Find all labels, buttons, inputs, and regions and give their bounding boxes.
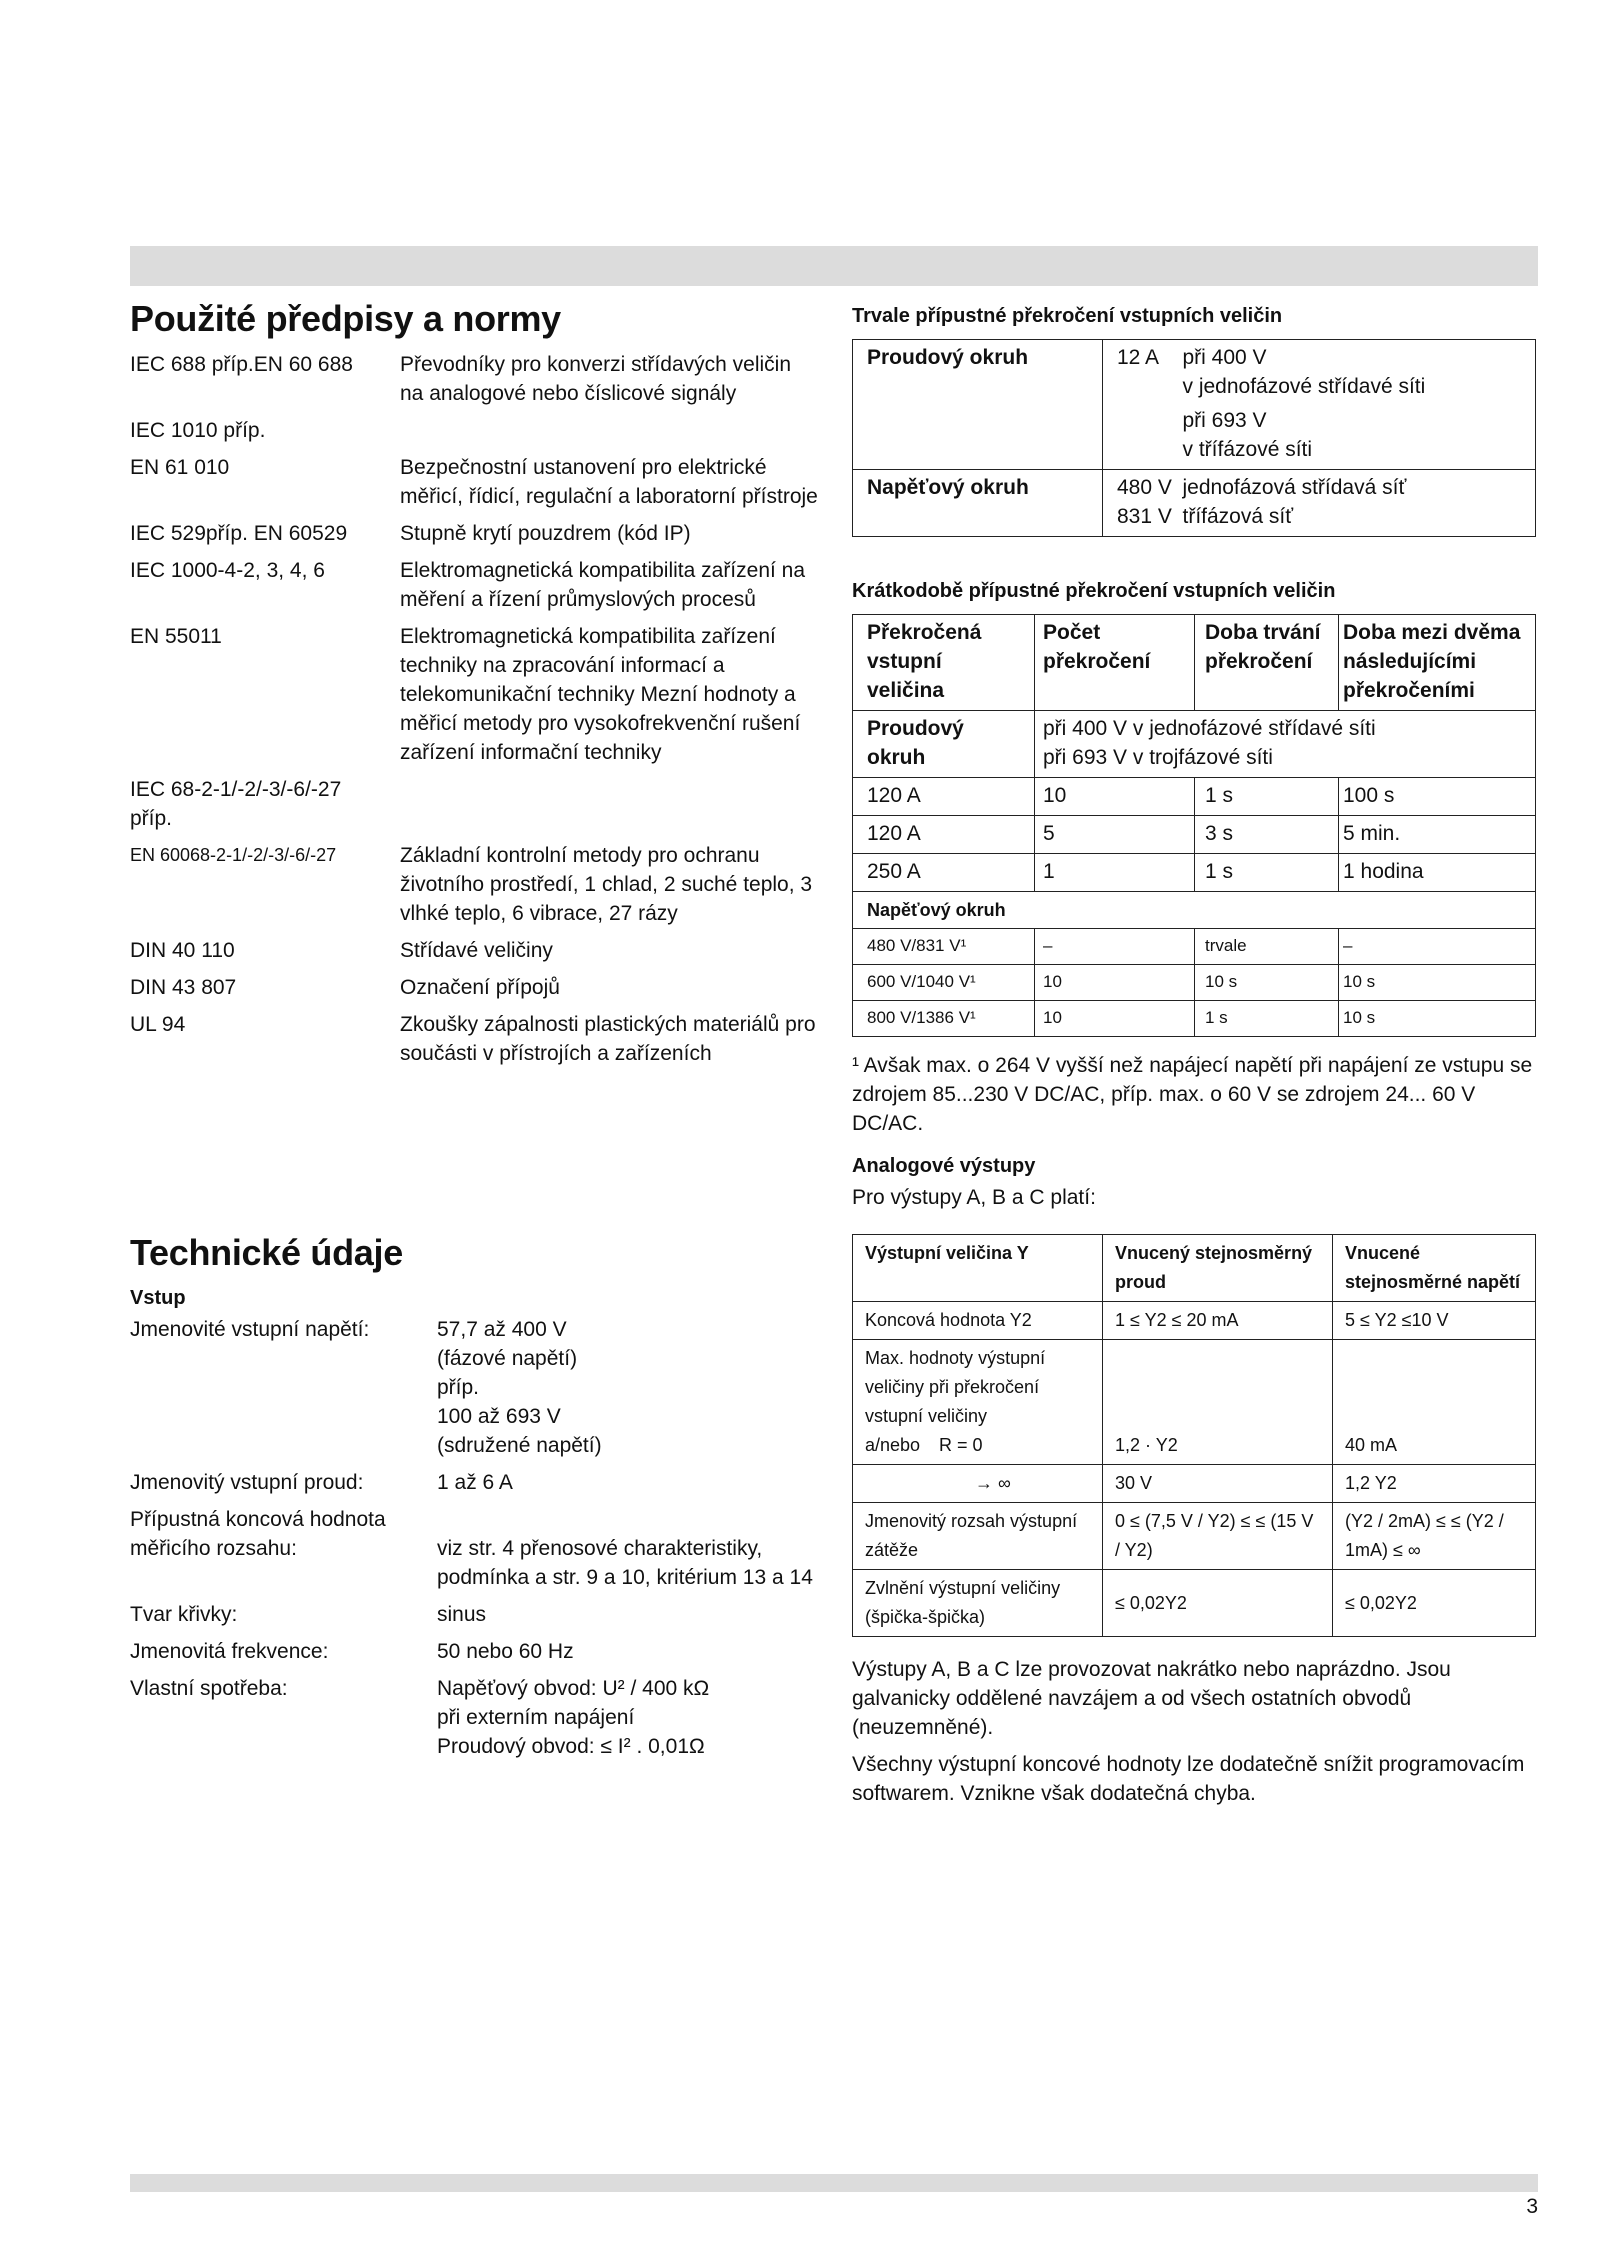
- norm-row: [130, 519, 820, 548]
- table-row: [853, 854, 1536, 892]
- table-cell: 10 s: [1339, 965, 1536, 1001]
- table-row: [853, 816, 1536, 854]
- norm-desc: Základní kontrolní metody pro ochranu životního prostředí, 1 chlad, 2 suché teplo, 3 vlhké teplo, 6 vibrace, 27 rázy: [400, 844, 813, 925]
- norm-row: [130, 775, 820, 833]
- table-cell: 5 min.: [1339, 816, 1536, 854]
- norm-row: [130, 1010, 820, 1068]
- overload-cont-table: [852, 339, 1536, 537]
- spec-row-end-value: [130, 1534, 820, 1592]
- table-row: [853, 470, 1536, 537]
- spec-value: [437, 1674, 820, 1761]
- header-bar: [130, 246, 1538, 286]
- table-line: při 693 V v trojfázové síti: [1043, 746, 1273, 769]
- table-line: 480 V: [1117, 476, 1172, 499]
- norm-code: IEC 688 příp.EN 60 688: [130, 353, 353, 376]
- table-line: při 400 V v jednofázové střídavé síti: [1043, 717, 1376, 740]
- norm-desc: Převodníky pro konverzi střídavých veličin na analogové nebo číslicové signály: [400, 353, 791, 405]
- table-row: [853, 929, 1536, 965]
- spec-label: Jmenovitý vstupní proud:: [130, 1471, 364, 1494]
- table-row: [853, 892, 1536, 929]
- table-cell: 1,2 · Y2: [1103, 1340, 1333, 1465]
- norms-title: Použité předpisy a normy: [130, 298, 561, 339]
- table-cell: 120 A: [853, 816, 1035, 854]
- table-cell: 40 mA: [1333, 1340, 1536, 1465]
- table-cell: Jmenovitý rozsah výstupní zátěže: [853, 1503, 1103, 1570]
- norm-code: DIN 40 110: [130, 939, 235, 962]
- table-row: [853, 1001, 1536, 1037]
- spec-value: viz str. 4 přenosové charakteristiky, podmínka a str. 9 a 10, kritérium 13 a 14: [437, 1537, 813, 1589]
- spec-line: (sdružené napětí): [437, 1434, 602, 1457]
- table-cell: 10 s: [1195, 965, 1339, 1001]
- norm-code: IEC 1010 příp.: [130, 419, 266, 442]
- norm-row: [130, 556, 820, 614]
- spec-row-frequency: [130, 1637, 820, 1666]
- table-row: [853, 965, 1536, 1001]
- table-header-cell: Doba mezi dvěma následujícími překročeními: [1339, 615, 1536, 711]
- table-cell: 120 A: [853, 778, 1035, 816]
- norm-desc: [400, 416, 820, 445]
- spec-line: 57,7 až 400 V: [437, 1318, 567, 1341]
- table-cell: 1 s: [1195, 1001, 1339, 1037]
- spec-label: Tvar křivky:: [130, 1603, 238, 1626]
- norm-code: IEC 529příp. EN 60529: [130, 522, 348, 545]
- spec-line: příp.: [437, 1376, 480, 1399]
- norm-code: EN 55011: [130, 625, 222, 648]
- norm-desc: Elektromagnetická kompatibilita zařízení na měření a řízení průmyslových procesů: [400, 559, 806, 611]
- tech-title: Technické údaje: [130, 1232, 403, 1273]
- norm-desc: Střídavé veličiny: [400, 939, 553, 962]
- table-row: [853, 1503, 1536, 1570]
- table-header-cell: Vnucený stejnosměrný proud: [1103, 1235, 1333, 1302]
- table-line: jednofázová střídavá síť: [1182, 476, 1407, 499]
- table-line: při 400 V: [1182, 346, 1267, 369]
- norm-row: [130, 936, 820, 965]
- table-line: v třífázové síti: [1182, 438, 1313, 461]
- table-cell: 10: [1035, 1001, 1195, 1037]
- footnote: ¹ Avšak max. o 264 V vyšší než napájecí napětí při napájení ze vstupu se zdrojem 85...230 V DC/AC, příp. max. o 60 V se zdrojem 24... 60 V DC/AC.: [852, 1054, 1533, 1135]
- norm-desc: [350, 775, 820, 833]
- norm-desc: Označení přípojů: [400, 976, 560, 999]
- spec-row-rated-current: [130, 1468, 820, 1497]
- table-cell: 800 V/1386 V¹: [853, 1001, 1035, 1037]
- analog-paragraph: Výstupy A, B a C lze provozovat nakrátko nebo naprázdno. Jsou galvanicky oddělené navzájem a od všech ostatních obvodů (neuzemněné).: [852, 1658, 1451, 1739]
- table-row: [853, 1302, 1536, 1340]
- table-cell: 30 V: [1103, 1465, 1333, 1503]
- input-heading: Vstup: [130, 1287, 186, 1309]
- norm-desc: Elektromagnetická kompatibilita zařízení techniky na zpracování informací a telekomunikační techniky Mezní hodnoty a měřicí metody pro vysokofrekvenční rušení zařízení informační techniky: [400, 625, 801, 764]
- table-row: [853, 711, 1536, 778]
- table-cell: 10: [1035, 965, 1195, 1001]
- norm-row: [130, 622, 820, 767]
- spec-row-consumption: [130, 1674, 820, 1761]
- norm-code: DIN 43 807: [130, 976, 237, 999]
- table-header-cell: Doba trvání překročení: [1195, 615, 1339, 711]
- table-cell: Zvlnění výstupní veličiny (špička-špička): [853, 1570, 1103, 1637]
- table-header-cell: Vnucené stejnosměrné napětí: [1333, 1235, 1536, 1302]
- table-row: [853, 1340, 1536, 1465]
- spec-label: Jmenovitá frekvence:: [130, 1640, 329, 1663]
- table-row: [853, 1465, 1536, 1503]
- table-cell: → ∞: [853, 1465, 1103, 1503]
- table-header-cell: Překročená vstupní veličina: [853, 615, 1035, 711]
- table-cell: 1 ≤ Y2 ≤ 20 mA: [1103, 1302, 1333, 1340]
- spec-value: 1 až 6 A: [437, 1471, 513, 1494]
- table-cell: 1 s: [1195, 778, 1339, 816]
- table-cell: 250 A: [853, 854, 1035, 892]
- spec-line: Proudový obvod: ≤ I² . 0,01Ω: [437, 1735, 705, 1758]
- spec-line: (fázové napětí): [437, 1347, 578, 1370]
- spec-label: měřicího rozsahu:: [130, 1537, 297, 1560]
- table-line: při 693 V: [1182, 409, 1267, 432]
- spec-value: sinus: [437, 1603, 487, 1626]
- footer-bar: [130, 2174, 1538, 2192]
- spec-label: Přípustná koncová hodnota: [130, 1508, 386, 1531]
- norm-code: IEC 68-2-1/-2/-3/-6/-27 příp.: [130, 778, 342, 830]
- norm-code: EN 61 010: [130, 456, 230, 479]
- spec-line: při externím napájení: [437, 1706, 635, 1729]
- table-cell: Koncová hodnota Y2: [853, 1302, 1103, 1340]
- table-cell: 12 A: [1117, 346, 1160, 369]
- spec-line: 100 až 693 V: [437, 1405, 561, 1428]
- table-header-cell: Počet překročení: [1035, 615, 1195, 711]
- table-cell: 0 ≤ (7,5 V / Y2) ≤ ≤ (15 V / Y2): [1103, 1503, 1333, 1570]
- table-row: [853, 778, 1536, 816]
- norm-desc: Zkoušky zápalnosti plastických materiálů pro součásti v přístrojích a zařízeních: [400, 1013, 816, 1065]
- left-column: [130, 296, 820, 1769]
- table-cell: 100 s: [1339, 778, 1536, 816]
- table-cell: [1179, 470, 1536, 537]
- table-cell: 10 s: [1339, 1001, 1536, 1037]
- table-cell: [1103, 470, 1179, 537]
- table-cell: 3 s: [1195, 816, 1339, 854]
- analog-table: [852, 1234, 1536, 1637]
- table-cell: Proudový okruh: [853, 711, 1035, 778]
- analog-intro: Pro výstupy A, B a C platí:: [852, 1186, 1096, 1209]
- table-cell: 1 s: [1195, 854, 1339, 892]
- table-cell: 5: [1035, 816, 1195, 854]
- table-cell: 1,2 Y2: [1333, 1465, 1536, 1503]
- table-row: [853, 340, 1536, 470]
- table-text: a/nebo: [865, 1435, 921, 1455]
- table-cell: [853, 1340, 1103, 1465]
- analog-paragraph: Všechny výstupní koncové hodnoty lze dodatečně snížit programovacím softwarem. Vznikne však dodatečná chyba.: [852, 1753, 1525, 1805]
- spec-row-waveform: [130, 1600, 820, 1629]
- norm-code: IEC 1000-4-2, 3, 4, 6: [130, 559, 325, 582]
- spec-row-rated-voltage: [130, 1315, 820, 1460]
- table-cell: Napěťový okruh: [853, 892, 1536, 929]
- table-line: třífázová síť: [1182, 505, 1294, 528]
- norm-row: [130, 350, 820, 408]
- right-column: [852, 302, 1538, 1808]
- page-number: 3: [1526, 2195, 1538, 2218]
- overload-short-table: [852, 614, 1536, 1037]
- spec-line: Napěťový obvod: U² / 400 kΩ: [437, 1677, 710, 1700]
- table-cell: 5 ≤ Y2 ≤10 V: [1333, 1302, 1536, 1340]
- table-line: Max. hodnoty výstupní veličiny při překročení vstupní veličiny: [865, 1348, 1046, 1426]
- table-line: [865, 1431, 1090, 1460]
- table-cell: Proudový okruh: [853, 340, 1103, 470]
- overload-short-title: Krátkodobě přípustné překročení vstupních veličin: [852, 580, 1336, 602]
- table-header-row: [853, 615, 1536, 711]
- table-line: 831 V: [1117, 505, 1172, 528]
- norm-row: [130, 453, 820, 511]
- spec-value: 50 nebo 60 Hz: [437, 1640, 574, 1663]
- table-cell: 600 V/1040 V¹: [853, 965, 1035, 1001]
- table-cell: trvale: [1195, 929, 1339, 965]
- table-cell: 10: [1035, 778, 1195, 816]
- table-cell: ≤ 0,02Y2: [1333, 1570, 1536, 1637]
- spec-value: [437, 1315, 820, 1460]
- norm-row: [130, 973, 820, 1002]
- table-cell: 480 V/831 V¹: [853, 929, 1035, 965]
- spec-label: Jmenovité vstupní napětí:: [130, 1318, 370, 1341]
- table-cell: 1: [1035, 854, 1195, 892]
- norm-desc: Bezpečnostní ustanovení pro elektrické měřicí, řídicí, regulační a laboratorní přístroje: [400, 456, 818, 508]
- table-cell: –: [1339, 929, 1536, 965]
- norm-code: EN 60068-2-1/-2/-3/-6/-27: [130, 845, 337, 865]
- table-cell: [1035, 711, 1536, 778]
- spec-label: Vlastní spotřeba:: [130, 1677, 288, 1700]
- norm-desc: Stupně krytí pouzdrem (kód IP): [400, 522, 691, 545]
- table-cell: (Y2 / 2mA) ≤ ≤ (Y2 / 1mA) ≤ ∞: [1333, 1503, 1536, 1570]
- norm-row: [130, 841, 820, 928]
- table-header-cell: Výstupní veličina Y: [853, 1235, 1103, 1302]
- table-text: R = 0: [939, 1435, 983, 1455]
- norm-row: [130, 416, 820, 445]
- table-row: [853, 1570, 1536, 1637]
- table-cell: ≤ 0,02Y2: [1103, 1570, 1333, 1637]
- table-cell: Napěťový okruh: [853, 470, 1103, 537]
- overload-cont-title: Trvale přípustné překročení vstupních veličin: [852, 305, 1283, 327]
- table-cell: –: [1035, 929, 1195, 965]
- analog-title: Analogové výstupy: [852, 1155, 1036, 1177]
- table-cell: 1 hodina: [1339, 854, 1536, 892]
- norm-code: UL 94: [130, 1013, 186, 1036]
- table-line: v jednofázové střídavé síti: [1182, 375, 1426, 398]
- table-header-row: [853, 1235, 1536, 1302]
- table-cell: [1179, 340, 1536, 470]
